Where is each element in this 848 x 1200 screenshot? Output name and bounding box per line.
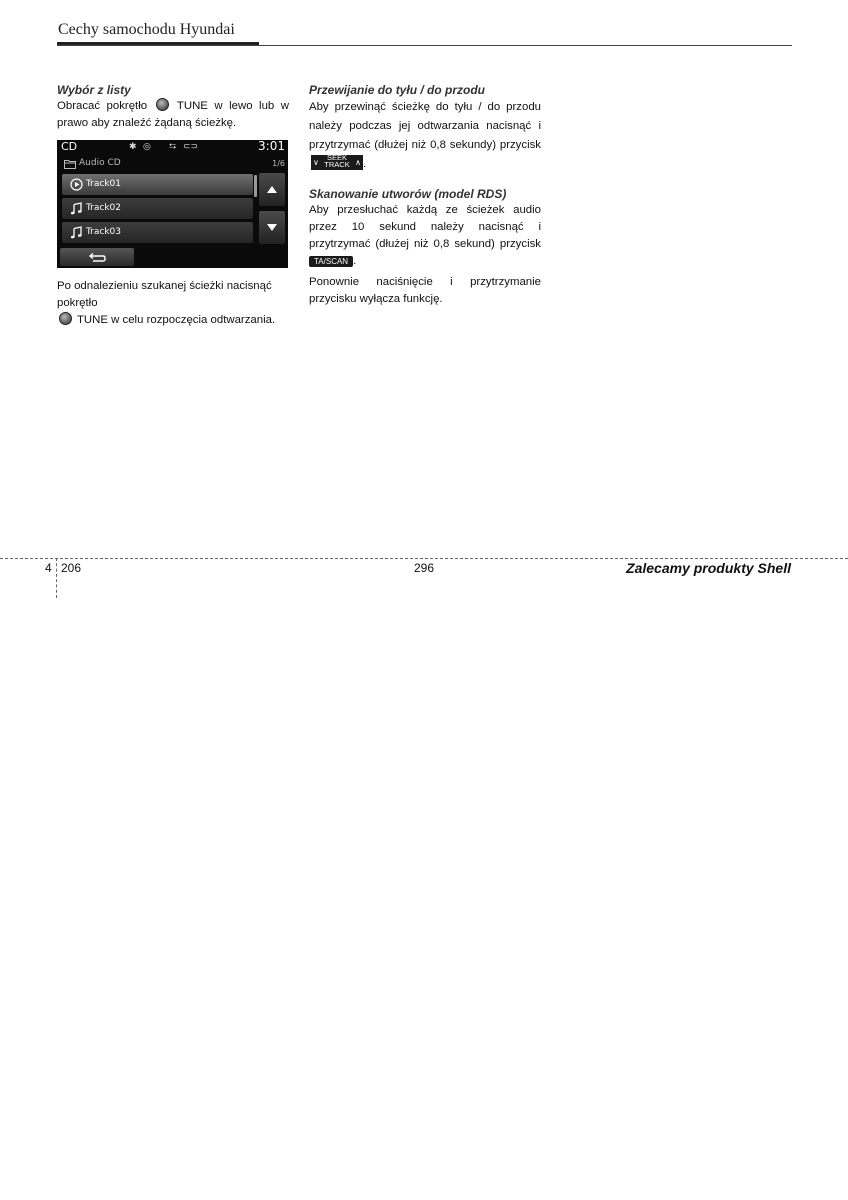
chevron-down-icon: ∨ — [313, 158, 319, 167]
scroll-thumb[interactable] — [254, 175, 257, 197]
disc-icon: ◎ — [143, 142, 151, 152]
folder-row — [57, 157, 288, 171]
usb-icon: ⮀ — [169, 142, 177, 152]
track-row[interactable] — [62, 174, 253, 195]
paragraph-scan-off: Ponownie naciśnięcie i przytrzymanie przycisku wyłącza funkcję. — [309, 276, 541, 305]
scroll-down-button[interactable] — [259, 211, 285, 244]
paragraph-rewind: Aby przewinąć ścieżkę do tyłu / do przodu należy podczas jej odtwarzania nacisnąć i przytrzymać (dłużej niż 0,8 sekundy) przycisk ∨ SEEK TRACK ∧ . — [309, 101, 541, 170]
paragraph-text: TUNE w celu rozpoczęcia odtwarzania. — [76, 314, 276, 326]
audio-screen — [57, 140, 288, 268]
document-page-number: 296 — [413, 561, 435, 575]
page-number: 206 — [61, 561, 82, 575]
status-bar — [57, 140, 288, 156]
right-column — [309, 82, 541, 308]
clock: 3:01 — [258, 140, 285, 153]
page-header-title: Cechy samochodu Hyundai — [58, 21, 235, 38]
triangle-up-icon — [259, 173, 285, 206]
paragraph-list-select — [57, 98, 289, 132]
music-note-icon — [70, 226, 83, 239]
track-row[interactable] — [62, 222, 253, 243]
track-label: Track01 — [86, 179, 122, 189]
track-row[interactable] — [62, 198, 253, 219]
paragraph-text: TUNE w lewo lub w prawo aby znaleźć żądaną ścieżkę. — [57, 100, 289, 129]
back-button[interactable] — [60, 248, 134, 266]
paragraph-scan: Aby przesłuchać każdą ze ścieżek audio przez 10 sekund należy nacisnąć i przytrzymać (dłużej niż 0,8 sekund) przycisk TA/SCAN . — [309, 204, 541, 267]
scroll-up-button[interactable] — [259, 173, 285, 206]
track-label: Track03 — [86, 227, 122, 237]
music-note-icon — [70, 202, 83, 215]
section-heading-rewind: Przewijanie do tyłu / do przodu — [309, 83, 486, 97]
ta-scan-key: TA/SCAN — [309, 256, 353, 267]
paragraph-text: Aby przewinąć ścieżkę do tyłu / do przodu należy podczas jej odtwarzania nacisnąć i przytrzymać (dłużej niż 0,8 sekundy) przycisk — [309, 101, 541, 151]
seek-track-key — [311, 155, 363, 170]
track-label: Track02 — [86, 203, 122, 213]
header-rule — [57, 45, 792, 46]
back-arrow-icon — [60, 248, 134, 266]
source-label: CD — [61, 140, 78, 153]
section-heading-list-select: Wybór z listy — [57, 83, 131, 97]
paragraph-text: Obracać pokrętło — [57, 100, 148, 112]
footer-brand-text: Zalecamy produkty Shell — [626, 560, 791, 576]
triangle-down-icon — [259, 211, 285, 244]
footer-vertical-divider — [56, 558, 57, 598]
seek-key-label: SEEK — [326, 153, 347, 162]
folder-label: Audio CD — [79, 158, 121, 168]
ipod-icon: ⊂⊃ — [183, 142, 199, 152]
chapter-number: 4 — [45, 561, 52, 575]
paragraph-text: Aby przesłuchać każdą ze ścieżek audio przez 10 sekund należy nacisnąć i przytrzymać (dłużej niż 0,8 sekund) przycisk — [309, 204, 541, 250]
tune-knob-icon — [156, 98, 169, 111]
chevron-up-icon: ∧ — [355, 158, 361, 167]
left-column — [57, 82, 289, 329]
page-counter: 1/6 — [272, 159, 285, 168]
footer-divider — [0, 558, 848, 559]
play-circle-icon — [70, 178, 83, 191]
bluetooth-icon: ✱ — [129, 142, 137, 152]
folder-icon — [64, 159, 76, 169]
paragraph-after-select — [57, 278, 289, 329]
tune-knob-icon — [59, 312, 72, 325]
track-key-label: TRACK — [324, 160, 350, 169]
section-heading-scan: Skanowanie utworów (model RDS) — [309, 187, 507, 201]
paragraph-text: Po odnalezieniu szukanej ścieżki nacisnąć pokrętło — [57, 280, 272, 309]
